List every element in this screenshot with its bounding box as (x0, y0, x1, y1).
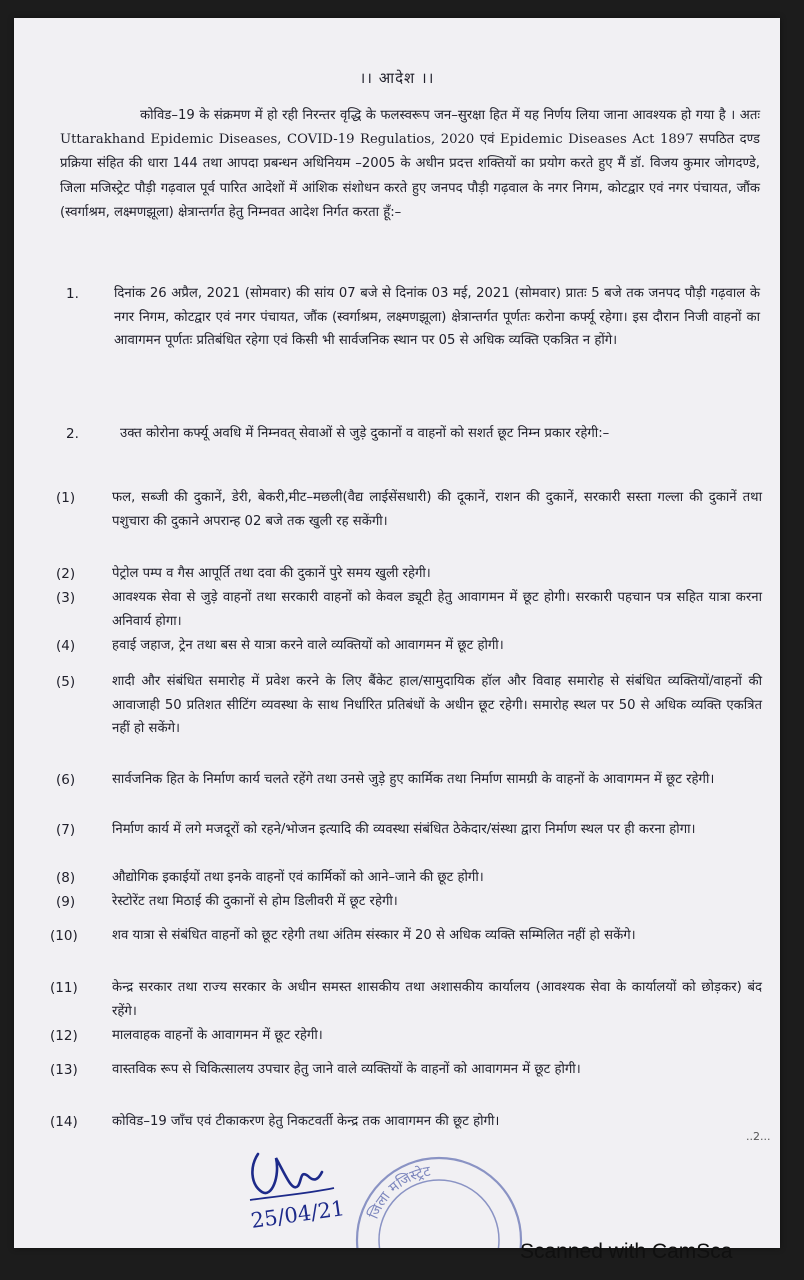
scanner-watermark: Scanned with CamSca (520, 1240, 733, 1263)
subpoint-text: निर्माण कार्य में लगे मजदूरों को रहने/भोजन इत्यादि की व्यवस्था संबंधित ठेकेदार/संस्था द्वारा निर्माण स्थल पर ही करना होगा। (112, 822, 696, 837)
point-number: 2. (66, 426, 79, 442)
subpoint-number: (2) (56, 566, 76, 582)
subpoint-number: (13) (50, 1062, 78, 1078)
subpoint-number: (14) (50, 1114, 78, 1130)
subpoint-number: (8) (56, 870, 76, 886)
subpoint-number: (1) (56, 490, 76, 506)
page-continuation-mark: ..2... (746, 1130, 771, 1143)
subpoint-text: आवश्यक सेवा से जुड़े वाहनों तथा सरकारी वाहनों को केवल ड्यूटी हेतु आवागमन में छूट होगी। सरकारी पहचान पत्र सहित यात्रा करना अनिवार्य होगा। (112, 590, 762, 629)
document-page (14, 18, 780, 1248)
subpoint-text: सार्वजनिक हित के निर्माण कार्य चलते रहेंगे तथा उनसे जुड़े हुए कार्मिक तथा निर्माण सामग्री के वाहनों के आवागमन में छूट रहेगी। (112, 772, 715, 787)
subpoint-number: (6) (56, 772, 76, 788)
subpoint-text: कोविड–19 जाँच एवं टीकाकरण हेतु निकटवर्ती केन्द्र तक आवागमन की छूट होगी। (112, 1114, 500, 1129)
subpoint-number: (12) (50, 1028, 78, 1044)
regulation-name: Uttarakhand Epidemic Diseases, COVID-19 Regulatios, 2020 (60, 132, 475, 148)
subpoint-number: (5) (56, 674, 76, 690)
subpoint-text: केन्द्र सरकार तथा राज्य सरकार के अधीन समस्त शासकीय तथा अशासकीय कार्यालय (आवश्यक सेवा के कार्यालयों को छोड़कर) बंद रहेंगे। (112, 980, 762, 1019)
official-seal-icon (344, 1130, 534, 1248)
intro-text-2: एवं (474, 132, 500, 148)
subpoint-number: (10) (50, 928, 78, 944)
svg-text:जिला मजिस्ट्रेट (365, 1163, 433, 1221)
subpoint-text: शादी और संबंधित समारोह में प्रवेश करने के लिए बैंकेट हाल/सामुदायिक हॉल और विवाह समारोह से संबंधित व्यक्तियों/वाहनों की आवाजाही 50 प्रतिशत सीटिंग व्यवस्था के साथ निर्धारित प्रतिबंधों के अधीन छूट रहेगी। समारोह स्थल पर 50 से अधिक व्यक्ति एकत्रित नहीं हो सकेंगे। (112, 674, 762, 736)
seal-text: जिला मजिस्ट्रेट (365, 1163, 432, 1222)
subpoint-number: (7) (56, 822, 76, 838)
subpoint-text: फल, सब्जी की दुकानें, डेरी, बेकरी,मीट–मछली(वैद्य लाईसेंसधारी) की दूकानें, राशन की दुकानें, सरकारी सस्ता गल्ला की दुकानें तथा पशुचारा की दुकाने अपरान्ह 02 बजे तक खुली रह सकेंगी। (112, 490, 762, 529)
subpoint-text: वास्तविक रूप से चिकित्सालय उपचार हेतु जाने वाले व्यक्तियों के वाहनों को आवागमन में छूट होगी। (112, 1062, 581, 1077)
subpoint-text: औद्योगिक इकाईयों तथा इनके वाहनों एवं कार्मिकों को आने–जाने की छूट होगी। (112, 870, 484, 885)
subpoint-number: (11) (50, 980, 78, 996)
intro-paragraph (60, 104, 760, 225)
subpoint-number: (4) (56, 638, 76, 654)
point-text: उक्त कोरोना कर्फ्यू अवधि में निम्नवत् सेवाओं से जुड़े दुकानों व वाहनों को सशर्त छूट निम्न प्रकार रहेगी:– (120, 426, 610, 441)
point-number: 1. (66, 286, 79, 302)
order-heading: ।। आदेश ।। (359, 69, 435, 87)
subpoint-number: (3) (56, 590, 76, 606)
signature-date: 25/04/21 (249, 1196, 346, 1233)
subpoint-text: मालवाहक वाहनों के आवागमन में छूट रहेगी। (112, 1028, 323, 1043)
act-name: Epidemic Diseases Act 1897 (500, 132, 694, 148)
subpoint-text: रेस्टोरेंट तथा मिठाई की दुकानों से होम डिलीवरी में छूट रहेगी। (112, 894, 398, 909)
subpoint-text: शव यात्रा से संबंधित वाहनों को छूट रहेगी तथा अंतिम संस्कार में 20 से अधिक व्यक्ति सम्मिलित नहीं हो सकेंगे। (112, 928, 636, 943)
subpoint-text: हवाई जहाज, ट्रेन तथा बस से यात्रा करने वाले व्यक्तियों को आवागमन में छूट होगी। (112, 638, 504, 653)
intro-text-1: कोविड–19 के संक्रमण में हो रही निरन्तर वृद्धि के फलस्वरूप जन–सुरक्षा हित में यह निर्णय लिया जाना आवश्यक हो गया है । अतः (140, 108, 760, 123)
subpoint-number: (9) (56, 894, 76, 910)
point-text: दिनांक 26 अप्रैल, 2021 (सोमवार) की सांय 07 बजे से दिनांक 03 मई, 2021 (सोमवार) प्रातः 5 बजे तक जनपद पौड़ी गढ़वाल के नगर निगम, कोटद्वार एवं नगर पंचायत, जौंक (स्वर्गाश्रम, लक्ष्मणझूला) क्षेत्रान्तर्गत पूर्णतः करोना कर्फ्यू रहेगा। इस दौरान निजी वाहनों का आवागमन पूर्णतः प्रतिबंधित रहेगा एवं किसी भी सार्वजनिक स्थान पर 05 से अधिक व्यक्ति एकत्रित न होंगे। (114, 286, 760, 348)
intro-text-3: सपठित दण्ड प्रक्रिया संहित की धारा 144 तथा आपदा प्रबन्धन अधिनियम –2005 के अधीन प्रदत्त शक्तियों का प्रयोग करते हुए मैं डॉ. विजय कुमार जोगदण्डे, जिला मजिस्ट्रेट पौड़ी गढ़वाल पूर्व पारित आदेशों में आंशिक संशोधन करते हुए जनपद पौड़ी गढ़वाल के नगर निगम, कोटद्वार एवं नगर पंचायत, जौंक (स्वर्गाश्रम, लक्ष्मणझूला) क्षेत्रान्तर्गत हेतु निम्नवत आदेश निर्गत करता हूँ:– (60, 132, 760, 220)
signature-icon (236, 1136, 346, 1236)
subpoint-text: पेट्रोल पम्प व गैस आपूर्ति तथा दवा की दुकानें पुरे समय खुली रहेगी। (112, 566, 431, 581)
